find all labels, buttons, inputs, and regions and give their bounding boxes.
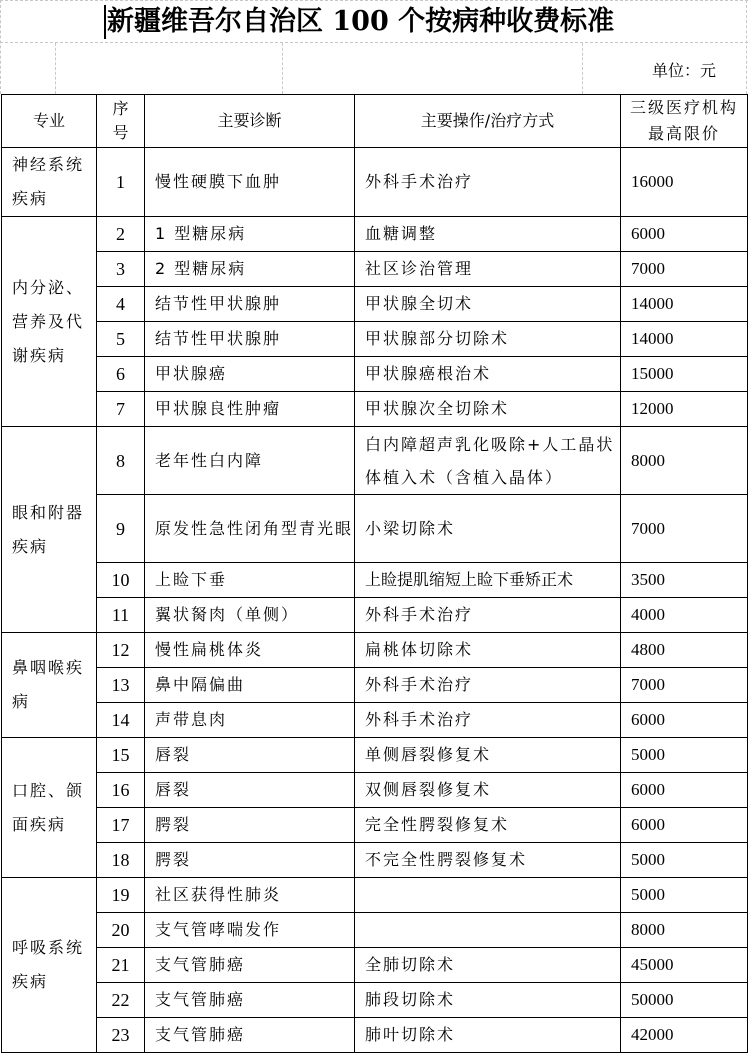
table-row — [2, 392, 748, 427]
specialty-cell: 鼻咽喉疾病 — [2, 633, 97, 738]
header-row — [2, 95, 748, 148]
price-cell: 5000 — [621, 738, 748, 773]
diagnosis-cell: 老年性白内障 — [145, 427, 355, 495]
table-row — [2, 843, 748, 878]
gridline — [582, 43, 583, 94]
price-cell: 5000 — [621, 878, 748, 913]
seq-cell: 17 — [97, 808, 145, 843]
treatment-cell: 小梁切除术 — [355, 495, 621, 563]
seq-cell: 14 — [97, 703, 145, 738]
table-row — [2, 563, 748, 598]
treatment-cell: 双侧唇裂修复术 — [355, 773, 621, 808]
price-cell: 45000 — [621, 948, 748, 983]
diagnosis-cell: 上睑下垂 — [145, 563, 355, 598]
treatment-cell: 上睑提肌缩短上睑下垂矫正术 — [355, 563, 621, 598]
gridline — [0, 0, 1, 94]
seq-cell: 20 — [97, 913, 145, 948]
treatment-cell: 血糖调整 — [355, 217, 621, 252]
seq-cell: 18 — [97, 843, 145, 878]
seq-cell: 21 — [97, 948, 145, 983]
table-row — [2, 357, 748, 392]
price-cell: 5000 — [621, 843, 748, 878]
seq-cell: 9 — [97, 495, 145, 563]
seq-cell: 12 — [97, 633, 145, 668]
table-row — [2, 703, 748, 738]
treatment-cell: 外科手术治疗 — [355, 598, 621, 633]
table-row — [2, 322, 748, 357]
gridline — [55, 43, 56, 94]
table-row — [2, 738, 748, 773]
price-cell: 7000 — [621, 252, 748, 287]
title-row — [0, 0, 748, 43]
header-diagnosis: 主要诊断 — [145, 95, 355, 148]
header-price — [621, 95, 748, 148]
header-price-line1: 三级医疗机构 — [629, 98, 738, 117]
header-specialty: 专业 — [2, 95, 97, 148]
table-row — [2, 495, 748, 563]
header-price-line2: 最高限价 — [647, 124, 720, 143]
diagnosis-cell: 1 型糖尿病 — [145, 217, 355, 252]
table-row — [2, 217, 748, 252]
seq-cell: 7 — [97, 392, 145, 427]
price-cell: 7000 — [621, 668, 748, 703]
table-row — [2, 773, 748, 808]
price-cell: 3500 — [621, 563, 748, 598]
diagnosis-cell: 支气管肺癌 — [145, 948, 355, 983]
table-row — [2, 633, 748, 668]
treatment-cell: 肺段切除术 — [355, 983, 621, 1018]
diagnosis-cell: 腭裂 — [145, 843, 355, 878]
price-cell: 4000 — [621, 598, 748, 633]
diagnosis-cell: 结节性甲状腺肿 — [145, 322, 355, 357]
specialty-cell: 内分泌、营养及代谢疾病 — [2, 217, 97, 427]
price-cell: 42000 — [621, 1018, 748, 1053]
diagnosis-cell: 唇裂 — [145, 738, 355, 773]
price-cell: 14000 — [621, 322, 748, 357]
price-cell: 50000 — [621, 983, 748, 1018]
treatment-cell: 扁桃体切除术 — [355, 633, 621, 668]
price-cell: 15000 — [621, 357, 748, 392]
treatment-cell: 社区诊治管理 — [355, 252, 621, 287]
seq-cell: 10 — [97, 563, 145, 598]
seq-cell: 4 — [97, 287, 145, 322]
seq-cell: 2 — [97, 217, 145, 252]
diagnosis-cell: 原发性急性闭角型青光眼 — [145, 495, 355, 563]
diagnosis-cell: 支气管哮喘发作 — [145, 913, 355, 948]
header-seq: 序号 — [97, 95, 145, 148]
seq-cell: 23 — [97, 1018, 145, 1053]
diagnosis-cell: 支气管肺癌 — [145, 1018, 355, 1053]
treatment-cell: 外科手术治疗 — [355, 148, 621, 217]
gridline — [282, 43, 283, 94]
treatment-cell: 不完全性腭裂修复术 — [355, 843, 621, 878]
treatment-cell: 甲状腺部分切除术 — [355, 322, 621, 357]
seq-cell: 19 — [97, 878, 145, 913]
price-cell: 8000 — [621, 913, 748, 948]
specialty-cell: 眼和附器疾病 — [2, 427, 97, 633]
diagnosis-cell: 声带息肉 — [145, 703, 355, 738]
diagnosis-cell: 2 型糖尿病 — [145, 252, 355, 287]
table-row — [2, 287, 748, 322]
specialty-cell: 口腔、颌面疾病 — [2, 738, 97, 878]
treatment-cell: 完全性腭裂修复术 — [355, 808, 621, 843]
table-row — [2, 1018, 748, 1053]
diagnosis-cell: 甲状腺良性肿瘤 — [145, 392, 355, 427]
table-row — [2, 808, 748, 843]
header-treatment: 主要操作/治疗方式 — [355, 95, 621, 148]
treatment-cell: 单侧唇裂修复术 — [355, 738, 621, 773]
treatment-cell: 白内障超声乳化吸除+人工晶状体植入术（含植入晶体） — [355, 427, 621, 495]
price-cell: 6000 — [621, 773, 748, 808]
diagnosis-cell: 翼状胬肉（单侧） — [145, 598, 355, 633]
seq-cell: 22 — [97, 983, 145, 1018]
fee-table — [1, 94, 748, 1053]
diagnosis-cell: 鼻中隔偏曲 — [145, 668, 355, 703]
diagnosis-cell: 甲状腺癌 — [145, 357, 355, 392]
diagnosis-cell: 支气管肺癌 — [145, 983, 355, 1018]
treatment-cell — [355, 913, 621, 948]
seq-cell: 5 — [97, 322, 145, 357]
table-row — [2, 668, 748, 703]
treatment-cell: 全肺切除术 — [355, 948, 621, 983]
seq-cell: 8 — [97, 427, 145, 495]
table-row — [2, 948, 748, 983]
table-row — [2, 878, 748, 913]
price-cell: 14000 — [621, 287, 748, 322]
specialty-cell: 神经系统疾病 — [2, 148, 97, 217]
document-title: 新疆维吾尔自治区 100 个按病种收费标准 — [104, 5, 614, 39]
seq-cell: 11 — [97, 598, 145, 633]
treatment-cell: 肺叶切除术 — [355, 1018, 621, 1053]
treatment-cell: 甲状腺全切术 — [355, 287, 621, 322]
treatment-cell: 甲状腺次全切除术 — [355, 392, 621, 427]
price-cell: 8000 — [621, 427, 748, 495]
table-row — [2, 598, 748, 633]
price-cell: 4800 — [621, 633, 748, 668]
seq-cell: 16 — [97, 773, 145, 808]
treatment-cell: 外科手术治疗 — [355, 668, 621, 703]
gridline — [746, 0, 747, 94]
diagnosis-cell: 慢性扁桃体炎 — [145, 633, 355, 668]
seq-cell: 3 — [97, 252, 145, 287]
treatment-cell — [355, 878, 621, 913]
diagnosis-cell: 社区获得性肺炎 — [145, 878, 355, 913]
treatment-cell: 甲状腺癌根治术 — [355, 357, 621, 392]
specialty-cell: 呼吸系统疾病 — [2, 878, 97, 1053]
price-cell: 6000 — [621, 808, 748, 843]
table-row — [2, 427, 748, 495]
seq-cell: 6 — [97, 357, 145, 392]
price-cell: 6000 — [621, 703, 748, 738]
price-cell: 7000 — [621, 495, 748, 563]
table-row — [2, 148, 748, 217]
price-cell: 6000 — [621, 217, 748, 252]
diagnosis-cell: 结节性甲状腺肿 — [145, 287, 355, 322]
unit-label: 单位：元 — [651, 61, 716, 80]
seq-cell: 13 — [97, 668, 145, 703]
diagnosis-cell: 慢性硬膜下血肿 — [145, 148, 355, 217]
price-cell: 16000 — [621, 148, 748, 217]
table-row — [2, 983, 748, 1018]
table-row — [2, 913, 748, 948]
seq-cell: 1 — [97, 148, 145, 217]
treatment-cell: 外科手术治疗 — [355, 703, 621, 738]
diagnosis-cell: 唇裂 — [145, 773, 355, 808]
seq-cell: 15 — [97, 738, 145, 773]
diagnosis-cell: 腭裂 — [145, 808, 355, 843]
price-cell: 12000 — [621, 392, 748, 427]
table-row — [2, 252, 748, 287]
